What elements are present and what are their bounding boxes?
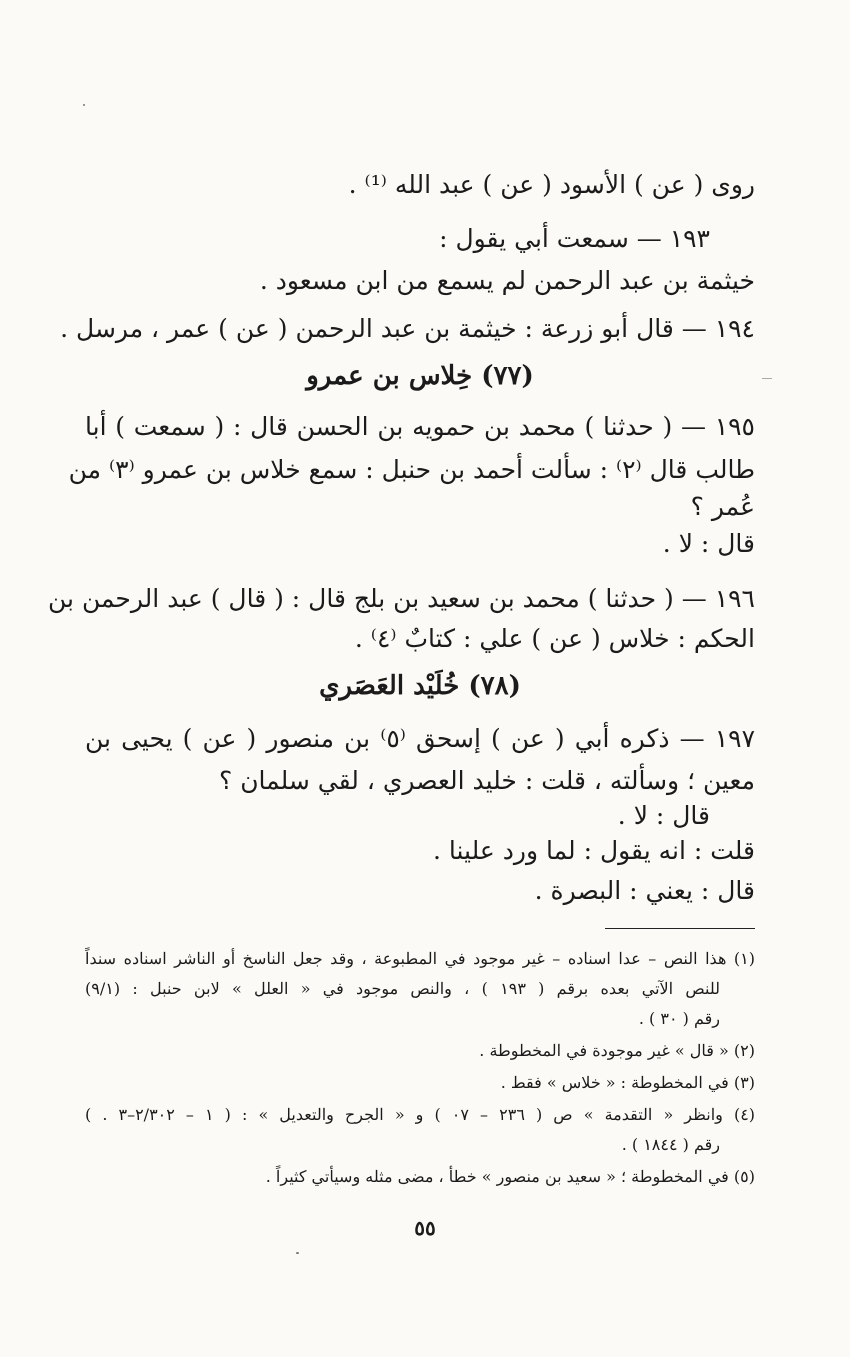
text-line-16: قلت : انه يقول : لما ورد علينا . — [433, 836, 755, 865]
scan-mark — [762, 378, 772, 379]
text-line-14: معين ؛ وسألته ، قلت : خليد العصري ، لقي سلمان ؟ — [218, 766, 755, 795]
footnote-3: (٣) في المخطوطة : « خلاس » فقط . — [500, 1073, 755, 1092]
section-heading-78: (٧٨) خُلَيْد العَصَري — [319, 671, 521, 701]
text-line-7: طالب قال ⁽٢⁾ : سألت أحمد بن حنبل : سمع خلاس بن عمرو ⁽٣⁾ من — [68, 455, 755, 484]
text-line-8: عُمر ؟ — [690, 492, 755, 521]
text-line-15: قال : لا . — [617, 801, 710, 830]
footnote-5: (٥) في المخطوطة ؛ « سعيد بن منصور » خطأ ، مضى مثله وسيأتي كثيراً . — [265, 1167, 755, 1186]
footnote-1-line-2: للنص الآتي بعده برقم ( ١٩٣ ) ، والنص موجود في « العلل » لابن حنبل : (٩/١) — [85, 979, 720, 998]
footnote-1-line-1: (١) هذا النص – عدا اسناده – غير موجود في المطبوعة ، وقد جعل الناسخ أو الناشر اسناده سنداً — [85, 949, 755, 968]
text-line-11: الحكم : خلاس ( عن ) علي : كتابٌ ⁽٤⁾ . — [354, 624, 755, 653]
footnote-4-line-2: رقم ( ١٨٤٤ ) . — [621, 1135, 720, 1154]
footnote-4-line-1: (٤) وانظر « التقدمة » ص ( ٢٣٦ – ٠٧ ) و « الجرح والتعديل » : ( ١ – ٢/٣٠٢–٣ . ) — [85, 1105, 756, 1124]
footnote-separator — [605, 928, 755, 929]
footnote-2: (٢) « قال » غير موجودة في المخطوطة . — [479, 1041, 755, 1060]
text-line-10: ١٩٦ — ( حدثنا ) محمد بن سعيد بن بلج قال : ( قال ) عبد الرحمن بن — [48, 584, 755, 613]
text-line-6: ١٩٥ — ( حدثنا ) محمد بن حمويه بن الحسن قال : ( سمعت ) أبا — [85, 412, 755, 441]
page-number: ٥٥ — [414, 1216, 436, 1240]
text-line-13: ١٩٧ — ذكره أبي ( عن ) إسحق ⁽٥⁾ بن منصور ( عن ) يحيى بن — [85, 724, 756, 753]
text-line-9: قال : لا . — [662, 529, 755, 558]
text-line-4: ١٩٤ — قال أبو زرعة : خيثمة بن عبد الرحمن ( عن ) عمر ، مرسل . — [60, 314, 755, 343]
scan-speck — [83, 104, 85, 106]
text-line-1: روى ( عن ) الأسود ( عن ) عبد الله ⁽¹⁾ . — [348, 170, 755, 199]
text-line-17: قال : يعني : البصرة . — [534, 876, 755, 905]
text-line-3: خيثمة بن عبد الرحمن لم يسمع من ابن مسعود . — [259, 266, 755, 295]
scan-speck — [296, 1252, 299, 1254]
text-line-2: ١٩٣ — سمعت أبي يقول : — [439, 224, 710, 253]
footnote-1-line-3: رقم ( ٣٠ ) . — [638, 1009, 720, 1028]
section-heading-77: (٧٧) خِلاس بن عمرو — [306, 361, 534, 391]
